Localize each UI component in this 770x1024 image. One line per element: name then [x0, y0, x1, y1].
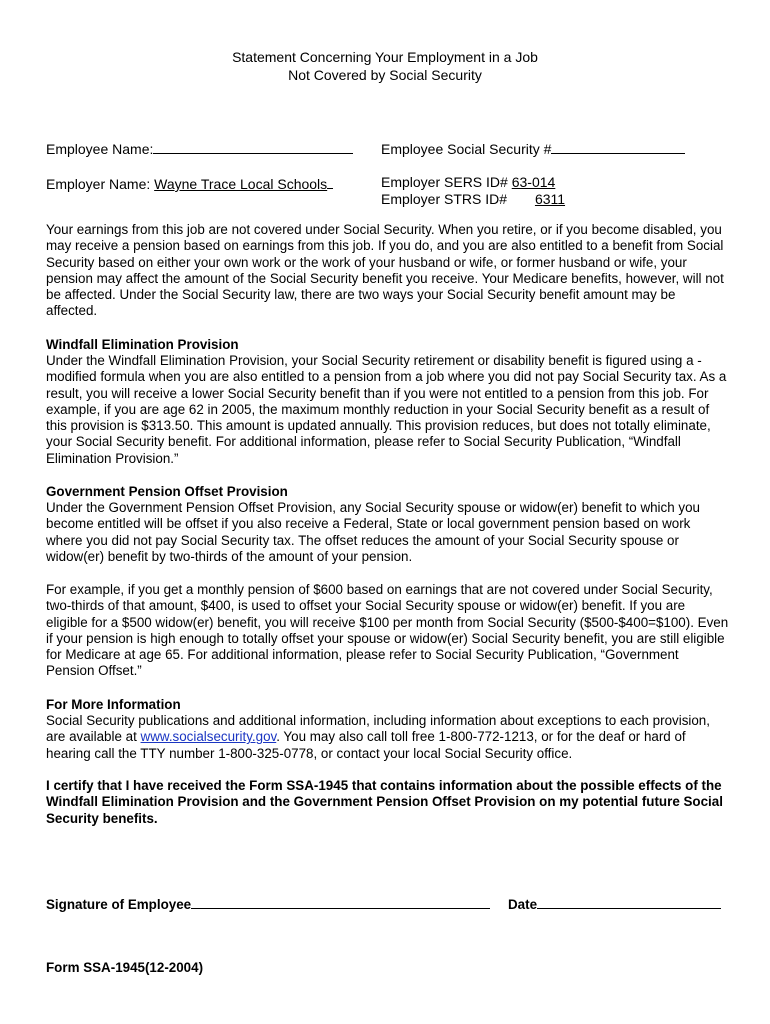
form-number-footer: Form SSA-1945(12-2004)	[46, 960, 204, 975]
more-info-paragraph	[46, 713, 730, 762]
date-label: Date	[508, 897, 538, 912]
more-info-heading: For More Information	[46, 697, 181, 712]
employer-name-value: Wayne Trace Local Schools	[154, 176, 328, 192]
employee-ssn-field	[381, 138, 685, 158]
more-info-text-before: Social Security publications and additional information, including information about exceptions to each provision, are available at	[46, 713, 710, 745]
strs-value: 6311	[534, 191, 566, 207]
signature-label: Signature of Employee	[46, 897, 192, 912]
employer-name-underline-tail	[327, 173, 333, 189]
certification-statement: I certify that I have received the Form SSA-1945 that contains information about the possible effects of the Windfall Elimination Provision and the Government Pension Offset Provision on my potential future Social Security benefits.	[46, 778, 723, 826]
sers-label: Employer SERS ID#	[381, 174, 508, 190]
signature-input[interactable]	[191, 893, 490, 909]
signature-field	[46, 893, 490, 912]
form-title-line1: Statement Concerning Your Employment in a Job	[232, 49, 538, 65]
employer-sers-field	[381, 173, 555, 191]
form-title-line2: Not Covered by Social Security	[288, 67, 482, 83]
employer-name-field	[46, 173, 333, 193]
gpo-paragraph: Under the Government Pension Offset Provision, any Social Security spouse or widow(er) benefit to which you become entitled will be offset if you also receive a Federal, State or local government pension based on work where you did not pay Social Security tax. The offset reduces the amount of your Social Security spouse or widow(er) benefit by two-thirds of the amount of your pension.	[46, 500, 700, 564]
gpo-heading: Government Pension Offset Provision	[46, 484, 288, 499]
intro-paragraph: Your earnings from this job are not covered under Social Security. When you retire, or if you become disabled, you may receive a pension based on earnings from this job. If you do, and you are also entitled to a benefit from Social Security based on either your own work or the work of your husband or wife, or former husband or wife, your pension may affect the amount of the Social Security benefit you receive. Your Medicare benefits, however, will not be affected. Under the Social Security law, there are two ways your Social Security benefit amount may be affected.	[46, 222, 724, 319]
employer-name-label: Employer Name:	[46, 176, 151, 192]
sers-value: 63-014	[511, 174, 556, 190]
socialsecurity-link[interactable]: www.socialsecurity.gov	[140, 729, 277, 745]
wep-heading: Windfall Elimination Provision	[46, 337, 239, 352]
gpo-example-paragraph: For example, if you get a monthly pension of $600 based on earnings that are not covered under Social Security, two-thirds of that amount, $400, is used to offset your Social Security spouse or widow(er) benefit. If you are eligible for a $500 widow(er) benefit, you will receive $100 per month from Social Security ($500-$400=$100). Even if your pension is high enough to totally offset your spouse or widow(er) Social Security benefit, you are still eligible for Medicare at age 65. For additional information, please refer to Social Security Publication, “Government Pension Offset.”	[46, 582, 729, 679]
employee-ssn-label: Employee Social Security #	[381, 141, 552, 157]
employee-name-label: Employee Name:	[46, 141, 154, 157]
employee-ssn-input[interactable]	[551, 138, 685, 154]
employer-strs-field	[381, 190, 566, 208]
wep-paragraph: Under the Windfall Elimination Provision, your Social Security retirement or disability benefit is figured using a -modified formula when you are also entitled to a pension from a job where you did not pay Social Security tax. As a result, you will receive a lower Social Security benefit than if you were not entitled to a pension from this job. For example, if you are age 62 in 2005, the maximum monthly reduction in your Social Security benefit as a result of this provision is $313.50. This amount is updated annually. This provision reduces, but does not totally eliminate, your Social Security benefit. For additional information, please refer to Social Security Publication, “Windfall Elimination Provision.”	[46, 353, 727, 466]
date-input[interactable]	[537, 893, 721, 909]
more-info-text-after: . You may also call toll free 1-800-772-1213, or for the deaf or hard of hearing call the TTY number 1-800-325-0778, or contact your local Social Security office.	[46, 729, 686, 761]
employee-name-field	[46, 138, 353, 158]
date-field	[508, 893, 721, 912]
employee-name-input[interactable]	[153, 138, 353, 154]
strs-label: Employer STRS ID#	[381, 191, 508, 207]
